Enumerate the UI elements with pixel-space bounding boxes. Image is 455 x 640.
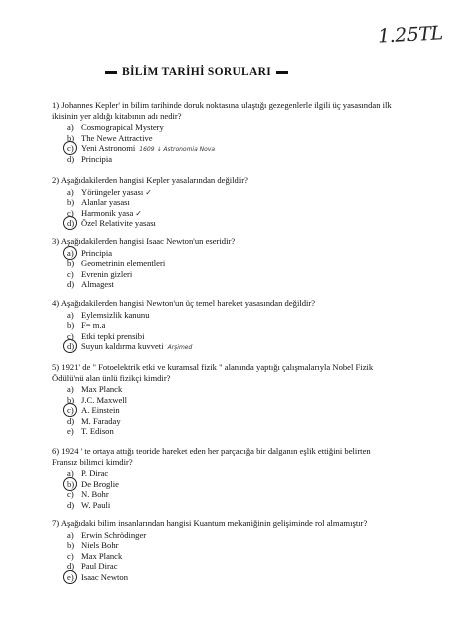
circled-option-letter: e) (67, 572, 81, 583)
option-text: P. Dirac (81, 468, 109, 478)
option-text: Niels Bohr (81, 540, 119, 550)
option-letter: a) (67, 529, 74, 540)
option-letter: a) (67, 186, 74, 197)
option-text: Alanlar yasası (81, 197, 130, 207)
answer-option (67, 331, 392, 342)
question-1 (52, 100, 392, 164)
answer-option (67, 540, 392, 551)
circled-option-letter: d) (67, 341, 81, 352)
option-text: F= m.a (81, 320, 106, 330)
circled-option-letter: a) (67, 248, 81, 259)
question-7 (52, 518, 392, 582)
answer-option (67, 405, 392, 416)
option-text: Principia (81, 247, 113, 258)
answer-option (67, 426, 392, 437)
option-letter: c) (67, 550, 74, 561)
option-letter: b) (67, 132, 75, 143)
answer-option (67, 310, 392, 321)
answer-option (67, 468, 392, 479)
answer-option (67, 395, 392, 406)
option-text: Etki tepki prensibi (81, 330, 145, 341)
option-text: Isaac Newton (81, 571, 129, 582)
answer-option (67, 384, 392, 395)
question-stem: 6) 1924 ' te ortaya attığı teoride hareket eden her parçacığa bir dalganın eşlik ettiğini belirten Fransız bilimci kimdir? (52, 446, 371, 467)
option-letter: b) (67, 197, 75, 207)
answer-option (67, 133, 392, 144)
question-6 (52, 446, 392, 510)
option-text: Max Planck (81, 384, 123, 394)
page-title (100, 66, 380, 78)
option-letter: d) (67, 279, 75, 289)
option-text: Yörüngeler yasası (81, 186, 144, 197)
answer-option (67, 122, 392, 133)
checkmark-icon: ✓ (135, 208, 142, 218)
question-3 (52, 236, 392, 290)
handwritten-note: Arşimed (167, 344, 193, 351)
option-text: T. Edison (81, 426, 114, 436)
option-text: Yeni Astronomi (81, 143, 136, 153)
answer-option (67, 143, 392, 154)
answer-option (67, 248, 392, 259)
question-stem: 2) Aşağıdakilerden hangisi Kepler yasalarından değildir? (52, 175, 248, 185)
option-text: A. Einstein (81, 405, 120, 415)
option-text: The Newe Attractive (81, 132, 153, 143)
question-2 (52, 175, 392, 229)
option-text: Max Planck (81, 550, 123, 561)
answer-option (67, 197, 392, 208)
question-4 (52, 298, 392, 352)
circled-option-letter: b) (67, 479, 81, 490)
option-text: J.C. Maxwell (81, 394, 128, 405)
option-text: De Broglie (81, 478, 119, 489)
option-text: Özel Relativite yasası (81, 218, 156, 228)
handwritten-score: 1.25TL (377, 22, 444, 48)
question-stem: 3) Aşağıdakilerden hangisi Isaac Newton'un eseridir? (52, 236, 236, 246)
title-dash-right (276, 71, 288, 74)
answer-option (67, 341, 392, 352)
answer-option (67, 187, 392, 198)
answer-option (67, 269, 392, 280)
option-letter: d) (67, 561, 75, 571)
circled-option-letter: c) (67, 405, 81, 416)
option-text: Eylemsizlik kanunu (81, 309, 150, 320)
handwritten-note: 1609 ↓ Astronomia Nova (139, 146, 216, 153)
option-text: M. Faraday (81, 415, 121, 426)
option-text: Harmonik yasa (81, 207, 134, 218)
option-text: Cosmograpical Mystery (81, 122, 164, 132)
title-text: BİLİM TARİHİ SORULARI (122, 66, 272, 78)
title-dash-left (105, 71, 117, 74)
option-letter: d) (67, 415, 75, 426)
option-letter: a) (67, 122, 74, 132)
answer-option (67, 416, 392, 427)
option-text: N. Bohr (81, 489, 109, 499)
circled-option-letter: d) (67, 218, 81, 229)
option-text: Principia (81, 153, 113, 164)
answer-option (67, 154, 392, 165)
answer-option (67, 572, 392, 583)
question-stem: 5) 1921' de " Fotoelektrik etki ve kuramsal fizik " alanında yaptığı çalışmalarıyla Nobel Fizik Ödülü'nü alan ünlü fizikçi kimdir? (52, 362, 374, 383)
option-letter: b) (67, 540, 75, 550)
answer-option (67, 551, 392, 562)
option-letter: a) (67, 468, 74, 478)
answer-option (67, 208, 392, 219)
option-text: W. Pauli (81, 499, 111, 510)
option-letter: b) (67, 320, 75, 330)
option-letter: a) (67, 384, 74, 394)
option-text: Erwin Schrödinger (81, 529, 147, 540)
answer-option (67, 500, 392, 511)
answer-option (67, 320, 392, 331)
answer-option (67, 530, 392, 541)
option-letter: c) (67, 268, 74, 279)
option-letter: a) (67, 309, 74, 320)
circled-option-letter: c) (67, 143, 81, 154)
option-text: Almagest (81, 279, 114, 289)
option-text: Suyun kaldırma kuvveti (81, 341, 164, 351)
option-letter: c) (67, 330, 74, 341)
option-text: Geometrinin elementleri (81, 258, 166, 268)
option-letter: c) (67, 489, 74, 499)
option-letter: b) (67, 394, 75, 405)
option-text: Evrenin gizleri (81, 268, 133, 279)
option-letter: d) (67, 499, 75, 510)
question-stem: 7) Aşağıdaki bilim insanlarından hangisi Kuantum mekaniğinin gelişiminde rol almamıştır? (52, 518, 368, 528)
answer-option (67, 489, 392, 500)
question-stem: 1) Johannes Kepler' in bilim tarihinde doruk noktasına ulaştığı gezegenlerle ilgili üç yasasından ilk ikisinin yer aldığı kitabının adı nedir? (52, 100, 392, 121)
option-text: Paul Dirac (81, 561, 118, 571)
answer-option (67, 561, 392, 572)
question-stem: 4) Aşağıdakilerden hangisi Newton'un üç temel hareket yasasından değildir? (52, 298, 316, 308)
option-letter: e) (67, 426, 74, 436)
question-5 (52, 362, 392, 437)
answer-option (67, 218, 392, 229)
checkmark-icon: ✓ (145, 187, 152, 197)
option-letter: b) (67, 258, 75, 268)
answer-option (67, 258, 392, 269)
answer-option (67, 279, 392, 290)
option-letter: c) (67, 207, 74, 218)
option-letter: d) (67, 153, 75, 164)
answer-option (67, 479, 392, 490)
